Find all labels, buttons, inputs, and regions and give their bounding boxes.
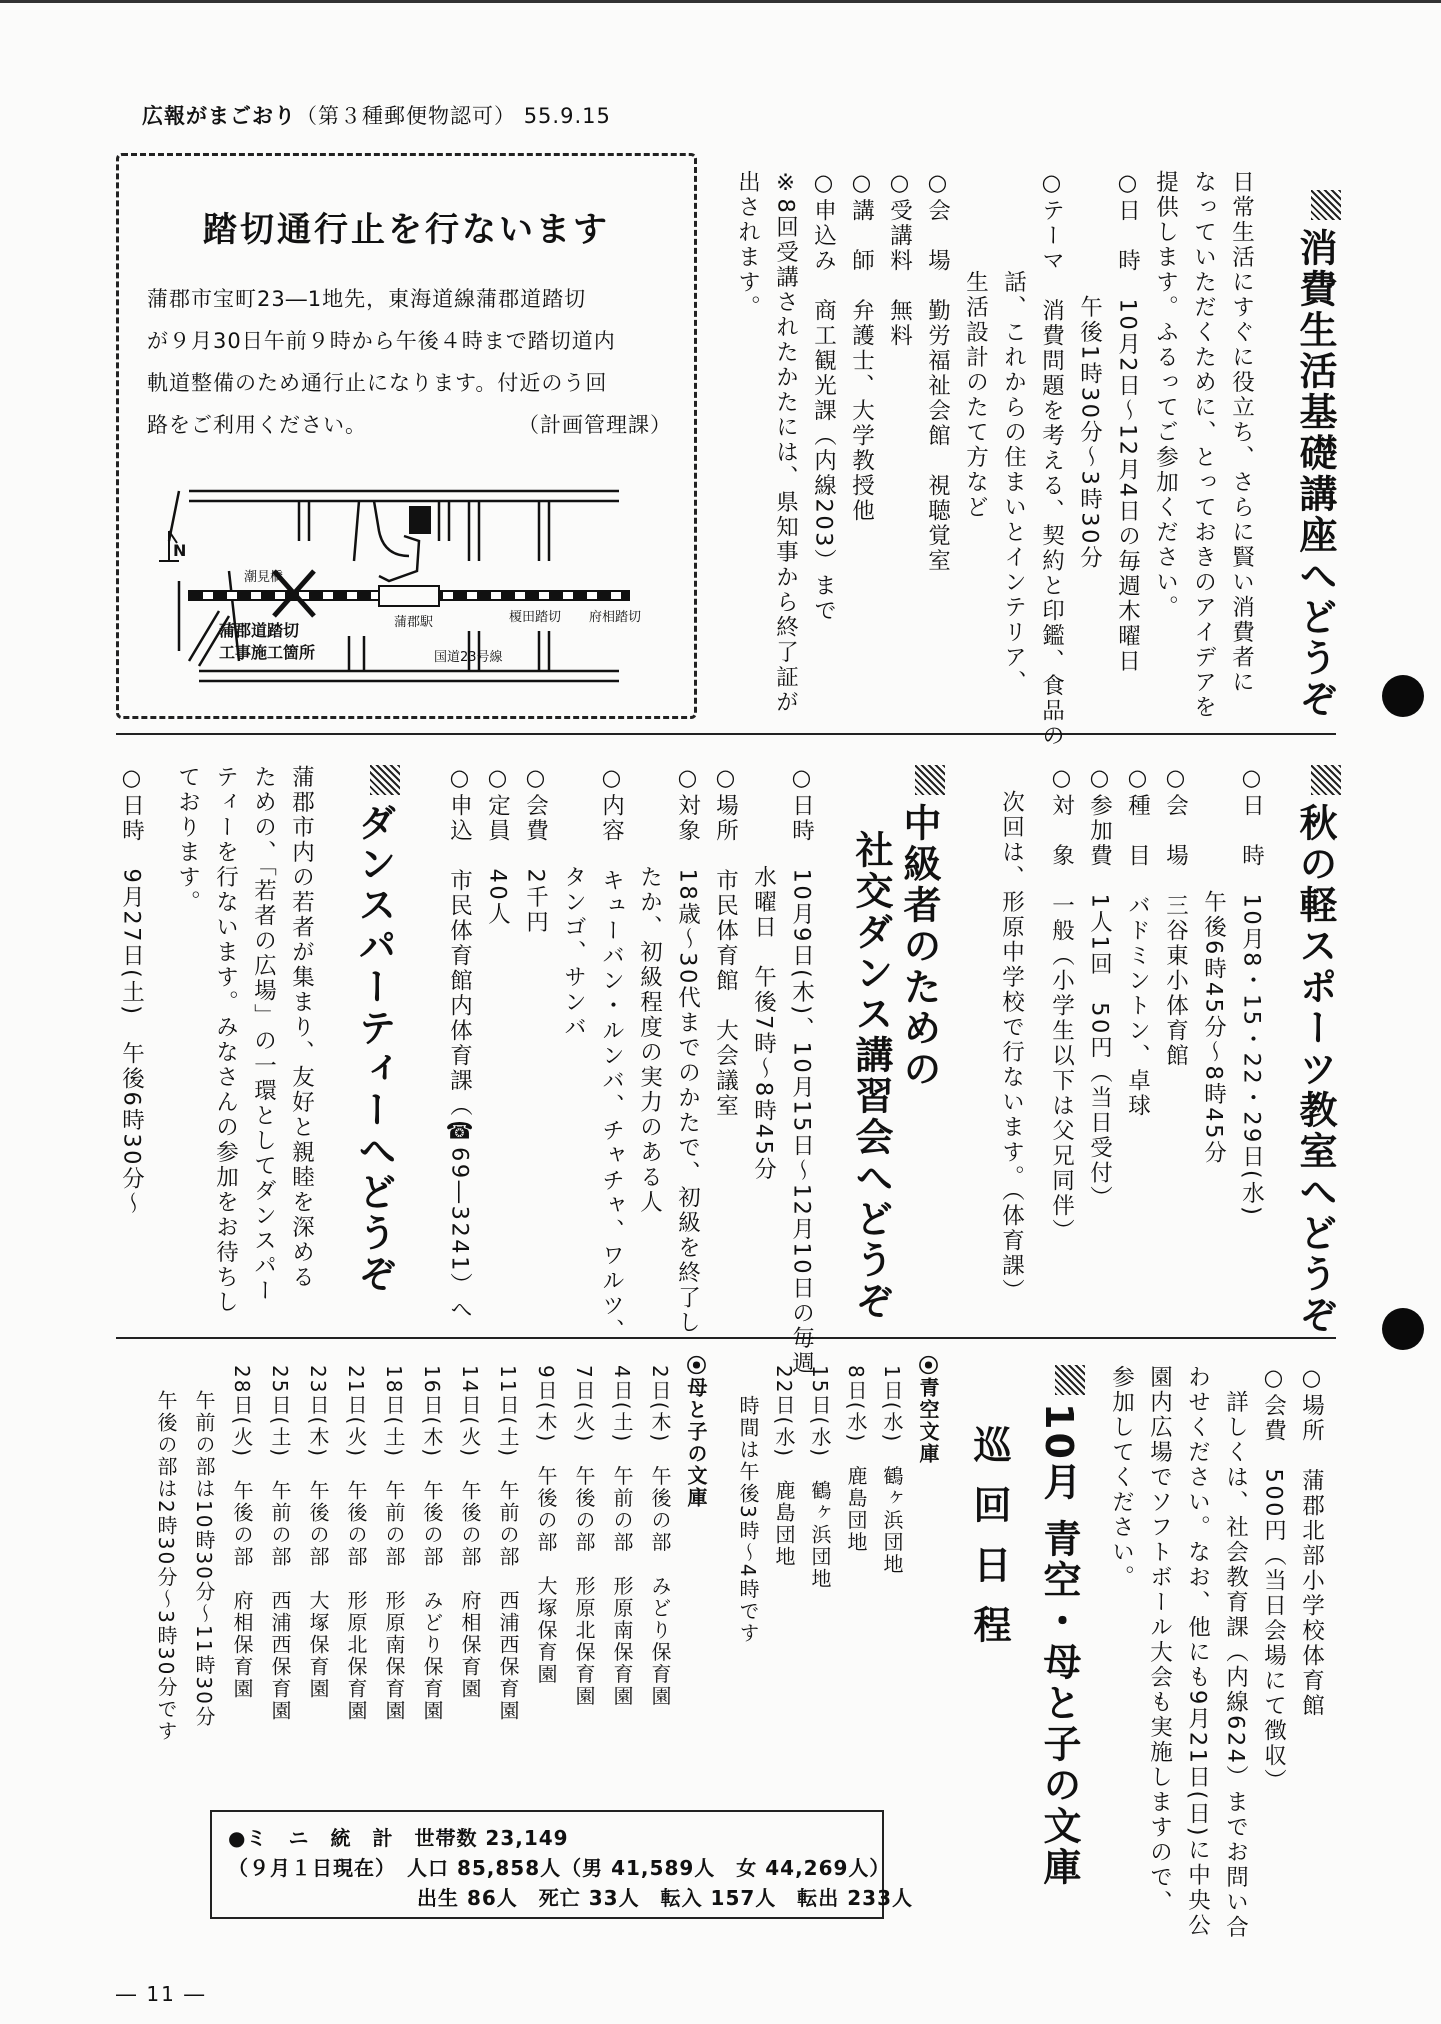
consumer-item: ※8回受講されたかたには、県知事から終了証が: [772, 170, 799, 716]
softball-item: 園内広場でソフトボール大会も実施しますので、: [1146, 1365, 1173, 1915]
dance-course-item: ○会費 2千円: [522, 765, 549, 936]
softball-item: 参加してください。: [1108, 1365, 1135, 1590]
hahako-title: ⦿母と子の文庫: [684, 1355, 708, 1509]
heading-mark-icon: [1055, 1365, 1085, 1395]
crossing-map: [149, 461, 669, 701]
map-crossing-label: 榎田踏切: [509, 610, 562, 625]
sports-item: ○参加費 1人1回 50円（当日受付）: [1086, 765, 1113, 1211]
stats-bullet-icon: ●: [228, 1826, 247, 1850]
consumer-item: ○申込み 商工観光課（内線203）まで: [810, 170, 837, 624]
sports-item: ○種 目 バドミントン、卓球: [1124, 765, 1151, 1119]
consumer-item: 出されます。: [734, 170, 761, 320]
stats-movement: 出生 86人 死亡 33人 転入 157人 転出 233人: [417, 1886, 914, 1910]
dance-course-item: ○申込 市民体育館内体育課（☎69―3241）へ: [446, 765, 473, 1323]
hahako-row: 4日(土) 午前の部 形原南保育園: [610, 1365, 634, 1708]
dance-party-intro: 蒲郡市内の若者が集まり、友好と親睦を深める: [288, 765, 315, 1290]
consumer-item: ○講 師 弁護士、大学教授他: [848, 170, 875, 524]
dance-party-intro: ための、「若者の広場」の一環としてダンスパー: [250, 765, 277, 1304]
aozora-row: 15日(水) 鶴ヶ浜団地: [808, 1365, 832, 1591]
dance-course-item: タンゴ、サンバ: [560, 765, 587, 1040]
sports-item: 午後6時45分～8時45分: [1200, 765, 1227, 1166]
sports-item: ○日 時 10月8・15・22・29日(水): [1238, 765, 1265, 1218]
heading-mark-icon: [1311, 765, 1341, 795]
aozora-title: ⦿青空文庫: [916, 1355, 940, 1465]
masthead: [142, 100, 611, 130]
stats-row: [228, 1852, 890, 1881]
hahako-time: 午後の部は2時30分～3時30分です: [154, 1390, 178, 1743]
aozora-row: 22日(水) 鹿島団地: [772, 1365, 796, 1569]
sports-item: ○対 象 一般（小学生以下は父兄同伴）: [1048, 765, 1075, 1244]
hahako-time: 午前の部は10時30分～11時30分: [192, 1390, 216, 1728]
map-site-label: 工事施工箇所: [219, 643, 316, 662]
softball-item: ○会費 500円（当日会場にて徴収）: [1260, 1365, 1287, 1794]
map-bridge-label: 潮見橋: [244, 570, 284, 585]
binder-hole-icon: [1382, 1308, 1424, 1350]
dance-course-heading: 中級者のための: [900, 765, 945, 1090]
consumer-item: ○会 場 勤労福祉会館 視聴覚室: [924, 170, 951, 574]
bunko-heading: 10月 青空・母と子の文庫: [1040, 1365, 1085, 1888]
aozora-time: 時間は午後3時～4時です: [736, 1395, 760, 1645]
stats-population: 人口 85,858人（男 41,589人 女 44,269人）: [407, 1856, 891, 1880]
softball-item: ○場所 蒲郡北部小学校体育館: [1298, 1365, 1325, 1719]
dance-course-item: ○対象 18歳～30代までのかたで、初級を終了し: [674, 765, 701, 1336]
heading-mark-icon: [1311, 190, 1341, 220]
consumer-item: ○受講料 無料: [886, 170, 913, 349]
dance-party-intro: ております。: [174, 765, 201, 915]
dance-course-item: ○場所 市民体育館 大会議室: [712, 765, 739, 1119]
dance-party-item: ○日時 9月27日(土) 午後6時30分～: [118, 765, 145, 1217]
masthead-title: 広報がまごおり: [142, 104, 296, 128]
map-station-label: 蒲郡駅: [394, 615, 434, 630]
hahako-row: 14日(火) 午後の部 府相保育園: [458, 1365, 482, 1701]
consumer-item: 話、これからの住まいとインテリア、: [1000, 170, 1027, 695]
consumer-item: 午後1時30分～3時30分: [1076, 170, 1103, 571]
dance-course-item: ○定員 40人: [484, 765, 511, 928]
hahako-row: 16日(木) 午後の部 みどり保育園: [420, 1365, 444, 1723]
aozora-row: 1日(水) 鶴ヶ浜団地: [880, 1365, 904, 1576]
railway-notice-box: [116, 153, 697, 719]
hahako-row: 28日(火) 午後の部 府相保育園: [230, 1365, 254, 1701]
hahako-row: 25日(土) 午前の部 西浦西保育園: [268, 1365, 292, 1723]
section-divider: [116, 733, 1336, 735]
dance-party-intro: ティーを行ないます。みなさんの参加をお待ちし: [212, 765, 239, 1315]
dance-course-item: たか、初級程度の実力のある人: [636, 765, 663, 1215]
stats-households: 世帯数 23,149: [414, 1826, 569, 1850]
dance-course-item: ○内容 キューバン・ルンバ、チャチャ、ワルツ、: [598, 765, 625, 1344]
hahako-row: 2日(木) 午後の部 みどり保育園: [648, 1365, 672, 1708]
masthead-permit: （第３種郵便物認可）: [296, 104, 516, 128]
heading-mark-icon: [915, 765, 945, 795]
dance-course-item: ○日時 10月9日(木)、10月15日～12月10日の毎週: [788, 765, 815, 1377]
railway-text: 蒲郡市宝町23―1地先，東海道線蒲郡道踏切 が９月30日午前９時から午後４時まで踏切道内 軌道整備のため通行止になります。付近のう回 路をご利用ください。 （計画管理課）: [147, 278, 672, 446]
consumer-item: ○テーマ 消費問題を考える、契約と印鑑、食品の: [1038, 170, 1065, 749]
consumer-heading: 消費生活基礎講座へどうぞ: [1296, 190, 1341, 720]
consumer-intro: なっていただくために、とっておきのアイデアを: [1190, 170, 1217, 720]
map-crossing-label: 府相踏切: [589, 610, 642, 625]
railway-dept: （計画管理課）: [518, 413, 672, 437]
hahako-row: 7日(火) 午後の部 形原北保育園: [572, 1365, 596, 1708]
map-road-label: 国道23号線: [434, 650, 503, 665]
hahako-row: 21日(火) 午後の部 形原北保育園: [344, 1365, 368, 1723]
masthead-date: 55.9.15: [523, 104, 611, 128]
mini-stats-box: [210, 1810, 914, 1919]
hahako-row: 11日(土) 午前の部 西浦西保育園: [496, 1365, 520, 1723]
dance-course-heading: 社交ダンス講習会へどうぞ: [849, 830, 893, 1322]
section-divider: [116, 1337, 1336, 1339]
map-site-label: 蒲郡道踏切: [219, 621, 300, 640]
sports-note: 次回は、形原中学校で行ないます。（体育課）: [998, 765, 1025, 1304]
softball-item: わせください。なお、他にも9月21日(日)に中央公: [1184, 1365, 1211, 1939]
consumer-intro: 提供します。ふるってご参加ください。: [1152, 170, 1179, 620]
sports-item: ○会 場 三谷東小体育館: [1162, 765, 1189, 1069]
station-building-icon: [409, 506, 431, 534]
consumer-item: ○日 時 10月2日～12月4日の毎週木曜日: [1114, 170, 1141, 675]
top-rule: [0, 0, 1441, 3]
heading-mark-icon: [370, 765, 400, 795]
bunko-subheading: 巡回日程: [967, 1425, 1011, 1665]
hahako-row: 9日(木) 午後の部 大塚保育園: [534, 1365, 558, 1686]
stats-label: ミ ニ 統 計: [246, 1826, 394, 1850]
aozora-row: 8日(水) 鹿島団地: [844, 1365, 868, 1554]
consumer-intro: 日常生活にすぐに役立ち、さらに賢い消費者に: [1228, 170, 1255, 695]
softball-item: 詳しくは、社会教育課（内線624）までお問い合: [1222, 1365, 1249, 1941]
stats-row: [228, 1822, 569, 1851]
stats-asof: （９月１日現在）: [228, 1856, 386, 1880]
railway-title: 踏切通行止を行ないます: [203, 210, 610, 250]
dance-party-heading: ダンスパーティーへどうぞ: [355, 765, 400, 1295]
consumer-item: 生活設計のたて方など: [962, 170, 989, 520]
page-number: ― 11 ―: [116, 1982, 207, 2006]
map-north: N: [173, 541, 187, 560]
hahako-row: 18日(土) 午前の部 形原南保育園: [382, 1365, 406, 1723]
sports-heading: 秋の軽スポーツ教室へどうぞ: [1296, 765, 1341, 1336]
dance-course-item: 水曜日 午後7時～8時45分: [750, 765, 777, 1183]
hahako-row: 23日(木) 午後の部 大塚保育園: [306, 1365, 330, 1701]
binder-hole-icon: [1382, 675, 1424, 717]
